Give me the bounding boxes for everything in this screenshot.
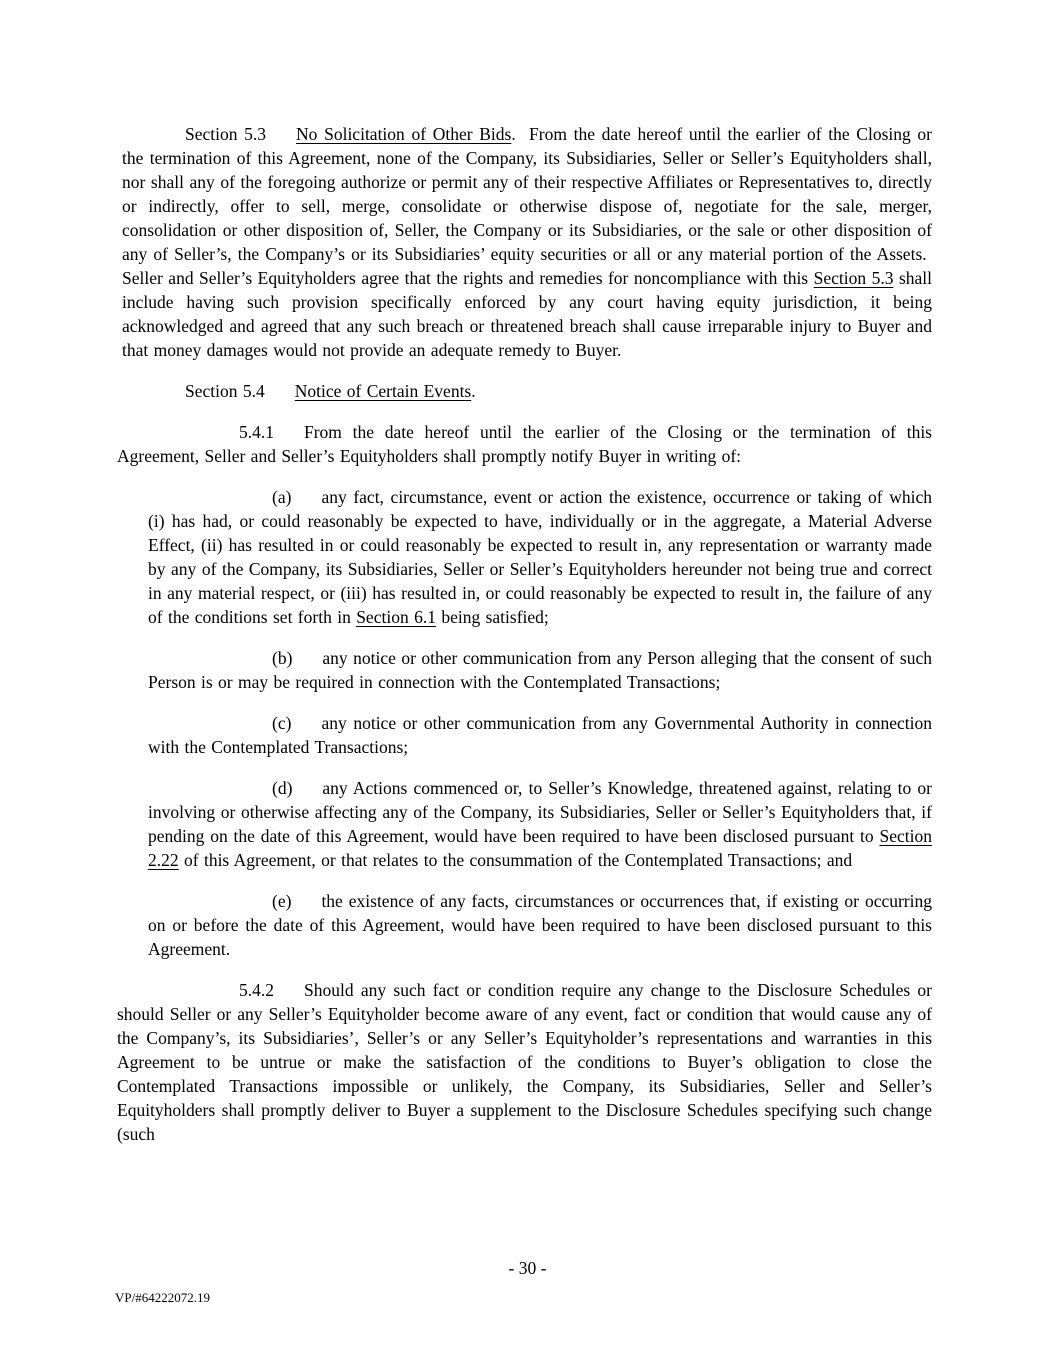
- text-run: 5.4.1: [239, 422, 274, 442]
- document-content: [117, 122, 932, 1163]
- paragraph-item-d: [148, 776, 932, 872]
- text-run: (b): [272, 648, 293, 668]
- underlined-reference: Notice of Certain Events: [294, 381, 472, 401]
- paragraph-item-a: [148, 485, 932, 629]
- text-run: .: [471, 381, 476, 401]
- text-run: the existence of any facts, circumstances or occurrences that, if existing or occurring on or before the date of this Agreement, would have been required to have been disclosed pursuant to this Agreement.: [148, 891, 932, 959]
- paragraph-item-e: [148, 889, 932, 961]
- text-run: shall include having such provision specifically enforced by any court having equity jurisdiction, it being acknowledged and agreed that any such breach or threatened breach shall cause irreparable injury to Buyer and that money damages would not provide an adequate remedy to Buyer.: [122, 268, 932, 360]
- text-run: Section 5.4: [185, 381, 265, 401]
- paragraph-item-c: [148, 711, 932, 759]
- text-run: (a): [272, 487, 292, 507]
- paragraph-item-b: [148, 646, 932, 694]
- text-run: any Actions commenced or, to Seller’s Knowledge, threatened against, relating to or involving or otherwise affecting any of the Company, its Subsidiaries, Seller or Seller’s Equityholders that, if pending on the date of this Agreement, would have been required to have been disclosed pursuant to: [148, 778, 932, 846]
- document-control-number: VP/#64222072.19: [115, 1290, 210, 1305]
- underlined-reference: Section 2.22: [148, 826, 932, 870]
- underlined-reference: Section 5.3: [813, 268, 894, 288]
- text-run: . From the date hereof until the earlier of the Closing or the termination of this Agreement, none of the Company, its Subsidiaries, Seller or Seller’s Equityholders shall, nor shall any of the foregoing authorize or permit any of their respective Affiliates or Representatives to, directly or indirectly, offer to sell, merge, consolidate or otherwise dispose of, negotiate for the sale, merger, consolidation or other disposition of, Seller, the Company or its Subsidiaries, or the sale or other disposition of any of Seller’s, the Company’s or its Subsidiaries’ equity securities or all or any material portion of the Assets. Seller and Seller’s Equityholders agree that the rights and remedies for noncompliance with this: [122, 124, 932, 288]
- text-run: any notice or other communication from any Person alleging that the consent of such Person is or may be required in connection with the Contemplated Transactions;: [148, 648, 932, 692]
- paragraph-clause-5-4-1: [117, 420, 932, 468]
- text-run: Should any such fact or condition require any change to the Disclosure Schedules or should Seller or any Seller’s Equityholder become aware of any event, fact or condition that would cause any of the Company’s, its Subsidiaries’, Seller’s or any Seller’s Equityholder’s representations and warranties in this Agreement to be untrue or make the satisfaction of the conditions to Buyer’s obligation to close the Contemplated Transactions impossible or unlikely, the Company, its Subsidiaries, Seller and Seller’s Equityholders shall promptly deliver to Buyer a supplement to the Disclosure Schedules specifying such change (such: [117, 980, 932, 1144]
- text-run: any notice or other communication from any Governmental Authority in connection with the Contemplated Transactions;: [148, 713, 932, 757]
- text-run: From the date hereof until the earlier of the Closing or the termination of this Agreement, Seller and Seller’s Equityholders shall promptly notify Buyer in writing of:: [117, 422, 932, 466]
- paragraph-clause-5-4-2: [117, 978, 932, 1146]
- paragraph-section-5-3: [122, 122, 932, 362]
- text-run: (c): [272, 713, 292, 733]
- text-run: any fact, circumstance, event or action the existence, occurrence or taking of which (i) has had, or could reasonably be expected to have, individually or in the aggregate, a Material Adverse Effect, (ii) has resulted in or could reasonably be expected to result in, any representation or warranty made by any of the Company, its Subsidiaries, Seller or Seller’s Equityholders hereunder not being true and correct in any material respect, or (iii) has resulted in, or could reasonably be expected to result in, the failure of any of the conditions set forth in: [148, 487, 932, 627]
- underlined-reference: No Solicitation of Other Bids: [296, 124, 512, 144]
- underlined-reference: Section 6.1: [356, 607, 436, 627]
- text-run: 5.4.2: [239, 980, 274, 1000]
- text-run: of this Agreement, or that relates to the consummation of the Contemplated Transactions; and: [178, 850, 853, 870]
- page-number: - 30 -: [508, 1258, 547, 1278]
- paragraph-section-5-4-heading: [122, 379, 932, 403]
- text-run: being satisfied;: [435, 607, 549, 627]
- text-run: (e): [272, 891, 292, 911]
- text-run: Section 5.3: [185, 124, 267, 144]
- text-run: (d): [272, 778, 293, 798]
